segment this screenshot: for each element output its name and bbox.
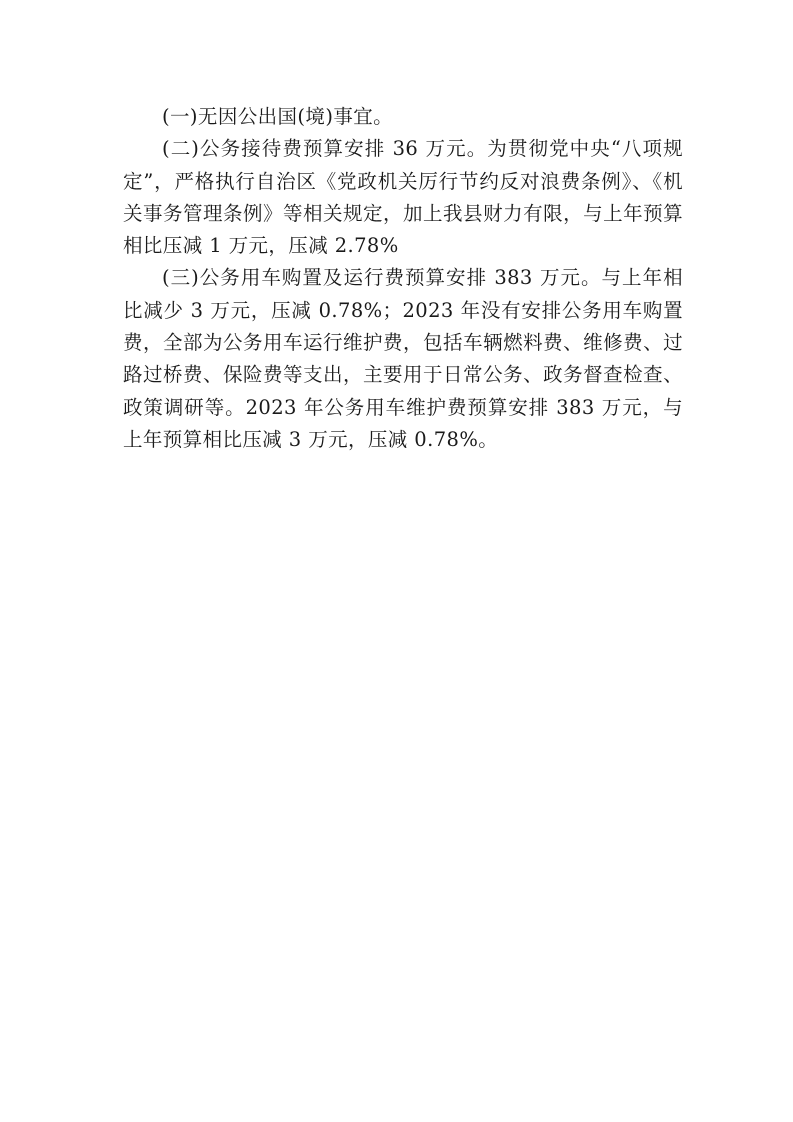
paragraph-vehicle-expenses: (三)公务用车购置及运行费预算安排 383 万元。与上年相比减少 3 万元，压减 0.78%；2023 年没有安排公务用车购置费，全部为公务用车运行维护费，包括车辆燃料费、维修费、过路过桥费、保险费等支出，主要用于日常公务、政务督查检查、政策调研等。2023 年公务用车维护费预算安排 383 万元，与上年预算相比压减 3 万元，压减 0.78%。 (123, 266, 683, 451)
paragraph-no-overseas-travel: (一)无因公出国(境)事宜。 (162, 105, 394, 128)
document-body (123, 101, 683, 456)
paragraph-reception-expenses: (二)公务接待费预算安排 36 万元。为贯彻党中央“八项规定”，严格执行自治区《党政机关厉行节约反对浪费条例》、《机关事务管理条例》等相关规定，加上我县财力有限，与上年预算相比压减 1 万元，压减 2.78% (123, 137, 683, 258)
